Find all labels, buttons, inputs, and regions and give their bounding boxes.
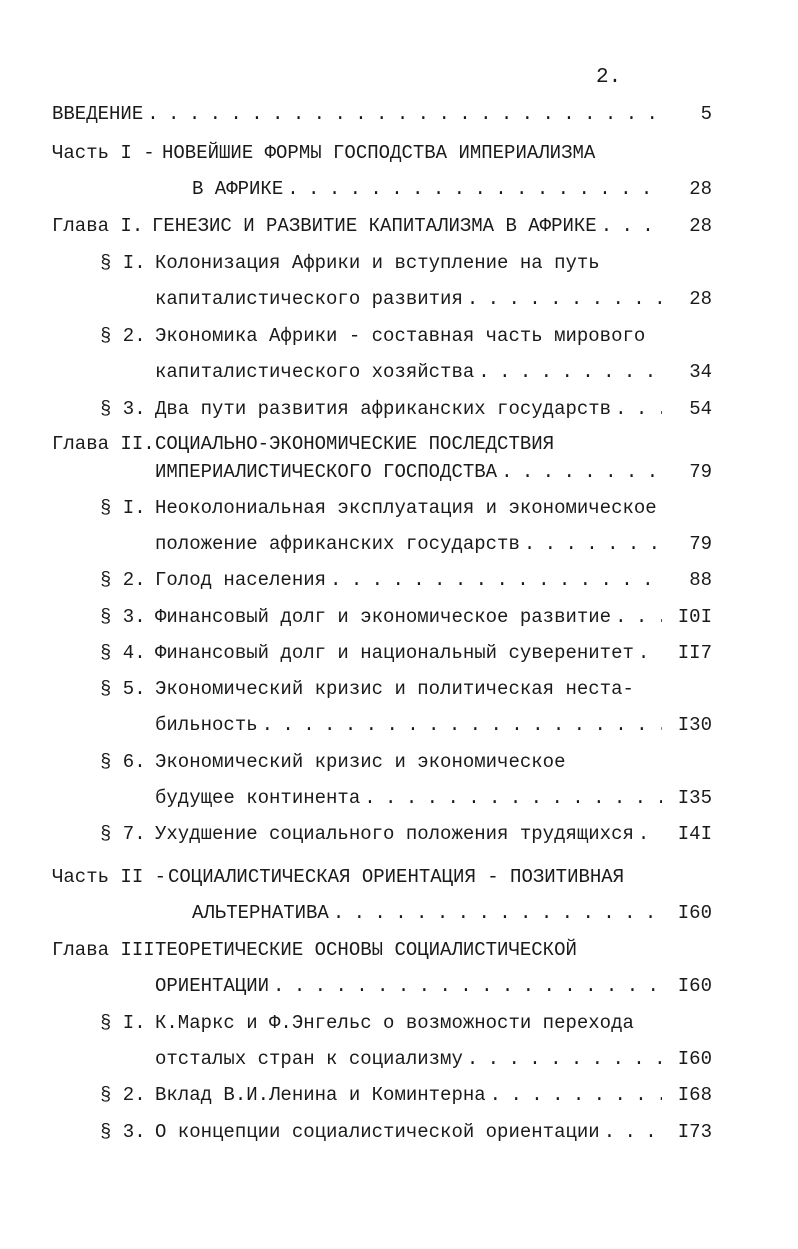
- leader-dots: [147, 103, 657, 125]
- leader-dots: [638, 642, 662, 664]
- toc-page-number: 28: [689, 178, 712, 200]
- leader-dots: [364, 787, 662, 809]
- leader-dots: [604, 1121, 662, 1143]
- toc-page-number: I0I: [677, 606, 712, 628]
- toc-page-number: 79: [689, 533, 712, 555]
- toc-title-line: Экономический кризис и политическая неста-: [155, 678, 634, 700]
- leader-dots: [330, 569, 662, 591]
- toc-title-line: Финансовый долг и национальный суверенитет: [155, 642, 634, 664]
- leader-dots: [287, 178, 662, 200]
- leader-dots: [273, 975, 662, 997]
- toc-page-number: 28: [689, 288, 712, 310]
- toc-page-number: I68: [677, 1084, 712, 1106]
- page-number: 2.: [596, 66, 622, 89]
- toc-label: Глава II.: [52, 433, 155, 455]
- toc-page-number: 88: [689, 569, 712, 591]
- toc-title-line: Вклад В.И.Ленина и Коминтерна: [155, 1084, 486, 1106]
- toc-label: § 5.: [100, 678, 146, 700]
- leader-dots: [467, 288, 662, 310]
- toc-page-number: 34: [689, 361, 712, 383]
- toc-label: § 2.: [100, 1084, 146, 1106]
- toc-label: § 3.: [100, 606, 146, 628]
- toc-page-number: I35: [677, 787, 712, 809]
- toc-title-line: ТЕОРЕТИЧЕСКИЕ ОСНОВЫ СОЦИАЛИСТИЧЕСКОЙ: [155, 939, 577, 961]
- toc-page-number: I4I: [677, 823, 712, 845]
- leader-dots: [490, 1084, 662, 1106]
- toc-title-line: О концепции социалистической ориентации: [155, 1121, 600, 1143]
- toc-title-line: Ухудшение социального положения трудящихся: [155, 823, 634, 845]
- toc-label: Глава III.: [52, 939, 167, 961]
- toc-label: Часть I -: [52, 142, 155, 164]
- toc-label: Глава I.: [52, 215, 144, 237]
- toc-label: § 3.: [100, 1121, 146, 1143]
- toc-label: § 2.: [100, 325, 146, 347]
- leader-dots: [601, 215, 662, 237]
- toc-title-line: Голод населения: [155, 569, 327, 591]
- leader-dots: [262, 714, 662, 736]
- toc-page-number: I30: [677, 714, 712, 736]
- leader-dots: [501, 461, 662, 483]
- toc-title-line: бильность: [155, 714, 258, 736]
- toc-page-number: II7: [677, 642, 712, 664]
- toc-label: § 3.: [100, 398, 146, 420]
- toc-title-line: СОЦИАЛИСТИЧЕСКАЯ ОРИЕНТАЦИЯ - ПОЗИТИВНАЯ: [168, 866, 625, 888]
- toc-title-line: СОЦИАЛЬНО-ЭКОНОМИЧЕСКИЕ ПОСЛЕДСТВИЯ: [155, 433, 555, 455]
- toc-label: § 4.: [100, 642, 146, 664]
- toc-title-line: положение африканских государств: [155, 533, 520, 555]
- toc-title-line: Неоколониальная эксплуатация и экономическое: [155, 497, 657, 519]
- leader-dots: [333, 902, 662, 924]
- toc-title-line: АЛЬТЕРНАТИВА: [192, 902, 329, 924]
- toc-title-line: ВВЕДЕНИЕ: [52, 103, 144, 125]
- toc-label: § 6.: [100, 751, 146, 773]
- toc-title-line: Два пути развития африканских государств: [155, 398, 612, 420]
- toc-label: § I.: [100, 252, 146, 274]
- toc-page-number: 28: [689, 215, 712, 237]
- toc-label: Часть II -: [52, 866, 167, 888]
- toc-label: § I.: [100, 497, 146, 519]
- toc-page-number: 5: [700, 103, 712, 125]
- toc-label: § I.: [100, 1012, 146, 1034]
- toc-title-line: В АФРИКЕ: [192, 178, 284, 200]
- toc-title-line: будущее континента: [155, 787, 361, 809]
- toc-title-line: Экономический кризис и экономическое: [155, 751, 566, 773]
- toc-page-number: 79: [689, 461, 712, 483]
- leader-dots: [478, 361, 662, 383]
- toc-page-number: I60: [677, 902, 712, 924]
- leader-dots: [467, 1048, 662, 1070]
- toc-title-line: ГЕНЕЗИС И РАЗВИТИЕ КАПИТАЛИЗМА В АФРИКЕ: [152, 215, 597, 237]
- leader-dots: [638, 823, 662, 845]
- toc-title-line: отсталых стран к социализму: [155, 1048, 463, 1070]
- toc-label: § 7.: [100, 823, 146, 845]
- toc-title-line: ИМПЕРИАЛИСТИЧЕСКОГО ГОСПОДСТВА: [155, 461, 498, 483]
- leader-dots: [615, 606, 662, 628]
- toc-label: § 2.: [100, 569, 146, 591]
- toc-title-line: капиталистического развития: [155, 288, 463, 310]
- toc-title-line: ОРИЕНТАЦИИ: [155, 975, 270, 997]
- toc-title-line: НОВЕЙШИЕ ФОРМЫ ГОСПОДСТВА ИМПЕРИАЛИЗМА: [162, 142, 596, 164]
- toc-title-line: Финансовый долг и экономическое развитие: [155, 606, 612, 628]
- toc-page-number: I73: [677, 1121, 712, 1143]
- toc-page-number: 54: [689, 398, 712, 420]
- toc-title-line: К.Маркс и Ф.Энгельс о возможности перехода: [155, 1012, 634, 1034]
- toc-page-number: I60: [677, 1048, 712, 1070]
- toc-title-line: Экономика Африки - составная часть мирового: [155, 325, 646, 347]
- toc-page-number: I60: [677, 975, 712, 997]
- leader-dots: [524, 533, 662, 555]
- toc-title-line: капиталистического хозяйства: [155, 361, 475, 383]
- toc-title-line: Колонизация Африки и вступление на путь: [155, 252, 600, 274]
- leader-dots: [615, 398, 662, 420]
